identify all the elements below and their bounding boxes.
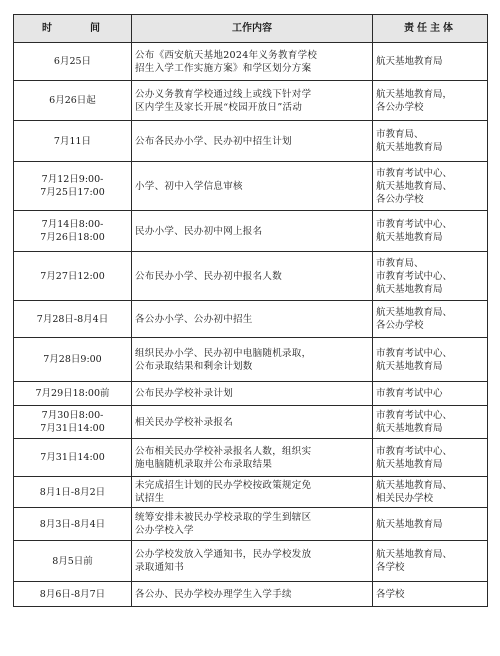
work-content-cell-line: 招生入学工作实施方案》和学区划分方案 (135, 62, 312, 74)
work-content-cell-line: 区内学生及家长开展“校园开放日”活动 (135, 101, 303, 113)
work-content-cell-line: 公布民办学校补录计划 (135, 388, 234, 399)
table-row (14, 508, 488, 541)
work-content-cell-line: 公布民办小学、民办初中报名人数 (135, 270, 283, 282)
time-cell-line: 6月26日起 (49, 95, 96, 106)
responsible-party-cell-line: 各学校 (376, 562, 405, 573)
responsible-party-cell (373, 382, 488, 406)
responsible-party-cell-line: 航天基地教育局、 (376, 480, 453, 491)
responsible-party-cell (373, 43, 488, 81)
table-row (14, 43, 488, 81)
responsible-party-cell (373, 211, 488, 252)
responsible-party-cell-line: 航天基地教育局、 (376, 307, 453, 318)
responsible-party-cell (373, 508, 488, 541)
time-cell (14, 162, 132, 211)
work-content-cell (132, 541, 373, 582)
work-content-cell-line: 公布相关民办学校补录报名人数，组织实 (135, 445, 312, 457)
time-cell-line: 6月25日 (53, 56, 92, 67)
table-row (14, 301, 488, 338)
responsible-party-cell-line: 市教育考试中心 (376, 388, 443, 399)
time-cell-line: 7月30日8:00- (41, 410, 104, 421)
responsible-party-cell (373, 81, 488, 121)
work-content-cell (132, 43, 373, 81)
schedule-table-wrapper (13, 14, 487, 607)
work-content-cell (132, 301, 373, 338)
table-row (14, 338, 488, 382)
work-content-cell (132, 439, 373, 477)
responsible-party-cell-line: 市教育考试中心、 (376, 167, 453, 179)
time-cell (14, 301, 132, 338)
responsible-party-cell-line: 市教育局、 (376, 129, 424, 140)
work-content-cell-line: 试招生 (135, 493, 165, 504)
time-cell-line: 8月5日前 (52, 555, 93, 567)
work-content-cell (132, 121, 373, 162)
time-cell (14, 382, 132, 406)
work-content-cell (132, 582, 373, 607)
table-row (14, 382, 488, 406)
responsible-party-cell-line: 航天基地教育局， (376, 88, 453, 100)
header-responsible-party: 责任主体 (373, 15, 488, 43)
work-content-cell (132, 338, 373, 382)
responsible-party-cell (373, 439, 488, 477)
work-content-cell-line: 公办学校入学 (135, 525, 194, 536)
responsible-party-cell-line: 航天基地教育局 (376, 518, 443, 530)
responsible-party-cell-line: 航天基地教育局、 (376, 180, 453, 192)
time-cell-line: 7月12日9:00- (41, 174, 104, 185)
responsible-party-cell (373, 477, 488, 508)
responsible-party-cell (373, 301, 488, 338)
responsible-party-cell-line: 航天基地教育局 (376, 360, 443, 372)
responsible-party-cell-line: 航天基地教育局、 (376, 549, 453, 560)
responsible-party-cell-line: 市教育考试中心、 (376, 410, 453, 421)
responsible-party-cell-line: 相关民办学校 (376, 493, 434, 504)
responsible-party-cell (373, 121, 488, 162)
responsible-party-cell (373, 582, 488, 607)
responsible-party-cell-line: 各学校 (376, 588, 405, 600)
table-row (14, 477, 488, 508)
work-content-cell (132, 508, 373, 541)
time-cell (14, 508, 132, 541)
table-row (14, 121, 488, 162)
time-cell-line: 7月27日12:00 (40, 270, 105, 282)
table-row (14, 439, 488, 477)
header-work-content: 工作内容 (132, 15, 373, 43)
time-cell-line: 7月31日14:00 (40, 452, 105, 463)
time-cell-line: 8月3日-8月4日 (39, 518, 106, 530)
responsible-party-cell-line: 市教育局、 (376, 257, 424, 269)
work-content-cell-line: 公布《西安航天基地2024年义务教育学校 (135, 49, 318, 61)
time-cell-line: 7月25日17:00 (40, 187, 105, 198)
time-cell (14, 582, 132, 607)
responsible-party-cell-line: 航天基地教育局 (376, 423, 443, 434)
responsible-party-cell-line: 市教育考试中心、 (376, 445, 453, 457)
work-content-cell (132, 162, 373, 211)
work-content-cell-line: 各公办、民办学校办理学生入学手续 (135, 588, 292, 600)
work-content-cell-line: 民办小学、民办初中网上报名 (135, 225, 263, 237)
responsible-party-cell-line: 航天基地教育局 (376, 458, 443, 470)
time-cell-line: 7月29日18:00前 (35, 388, 110, 399)
responsible-party-cell (373, 162, 488, 211)
work-content-cell-line: 未完成招生计划的民办学校按政策规定免 (135, 480, 312, 491)
work-content-cell (132, 211, 373, 252)
responsible-party-cell (373, 252, 488, 301)
time-cell (14, 439, 132, 477)
responsible-party-cell-line: 航天基地教育局 (376, 283, 443, 295)
time-cell (14, 121, 132, 162)
work-content-cell-line: 公布录取结果和剩余计划数 (135, 360, 253, 372)
time-cell (14, 477, 132, 508)
work-content-cell (132, 477, 373, 508)
work-content-cell-line: 组织民办小学、民办初中电脑随机录取， (135, 347, 312, 359)
time-cell-line: 7月11日 (53, 135, 92, 147)
table-row (14, 406, 488, 439)
work-content-cell-line: 统筹安排未被民办学校录取的学生到辖区 (135, 512, 312, 523)
table-row (14, 81, 488, 121)
time-cell (14, 338, 132, 382)
time-cell (14, 211, 132, 252)
responsible-party-cell-line: 市教育考试中心、 (376, 347, 453, 359)
responsible-party-cell-line: 各公办学校 (376, 193, 424, 205)
time-cell-line: 7月28日9:00 (43, 354, 102, 365)
responsible-party-cell (373, 541, 488, 582)
work-content-cell-line: 施电脑随机录取并公布录取结果 (135, 458, 273, 470)
time-cell (14, 406, 132, 439)
time-cell-line: 7月14日8:00- (41, 219, 104, 230)
work-content-cell-line: 小学、初中入学信息审核 (135, 180, 243, 192)
work-content-cell-line: 录取通知书 (135, 562, 185, 573)
time-cell-line: 7月31日14:00 (40, 423, 105, 434)
time-cell (14, 43, 132, 81)
responsible-party-cell-line: 航天基地教育局 (376, 142, 443, 153)
table-body (14, 43, 488, 607)
table-row (14, 582, 488, 607)
responsible-party-cell-line: 市教育考试中心、 (376, 219, 453, 230)
table-row (14, 541, 488, 582)
time-cell-line: 8月1日-8月2日 (39, 486, 106, 498)
table-row (14, 211, 488, 252)
responsible-party-cell (373, 406, 488, 439)
responsible-party-cell-line: 航天基地教育局 (376, 232, 443, 243)
table-row (14, 162, 488, 211)
time-cell-line: 8月6日-8月7日 (39, 588, 106, 600)
time-cell (14, 81, 132, 121)
work-content-cell-line: 公办学校发放入学通知书，民办学校发放 (135, 549, 312, 560)
work-content-cell (132, 81, 373, 121)
responsible-party-cell-line: 各公办学校 (376, 320, 424, 331)
time-cell-line: 7月28日-8月4日 (36, 313, 109, 325)
work-content-cell-line: 公布各民办小学、民办初中招生计划 (135, 135, 292, 147)
enrollment-schedule-table (13, 14, 488, 607)
work-content-cell-line: 公办义务教育学校通过线上或线下针对学 (135, 88, 312, 100)
responsible-party-cell (373, 338, 488, 382)
time-cell (14, 541, 132, 582)
time-cell (14, 252, 132, 301)
time-cell-line: 7月26日18:00 (40, 232, 105, 243)
work-content-cell (132, 406, 373, 439)
responsible-party-cell-line: 市教育考试中心、 (376, 270, 453, 282)
table-row (14, 252, 488, 301)
work-content-cell (132, 252, 373, 301)
header-time: 时 间 (14, 15, 132, 43)
responsible-party-cell-line: 各公办学校 (376, 101, 424, 113)
work-content-cell (132, 382, 373, 406)
table-header-row (14, 15, 488, 43)
work-content-cell-line: 相关民办学校补录报名 (135, 416, 234, 428)
responsible-party-cell-line: 航天基地教育局 (376, 56, 443, 67)
work-content-cell-line: 各公办小学、公办初中招生 (135, 313, 253, 325)
